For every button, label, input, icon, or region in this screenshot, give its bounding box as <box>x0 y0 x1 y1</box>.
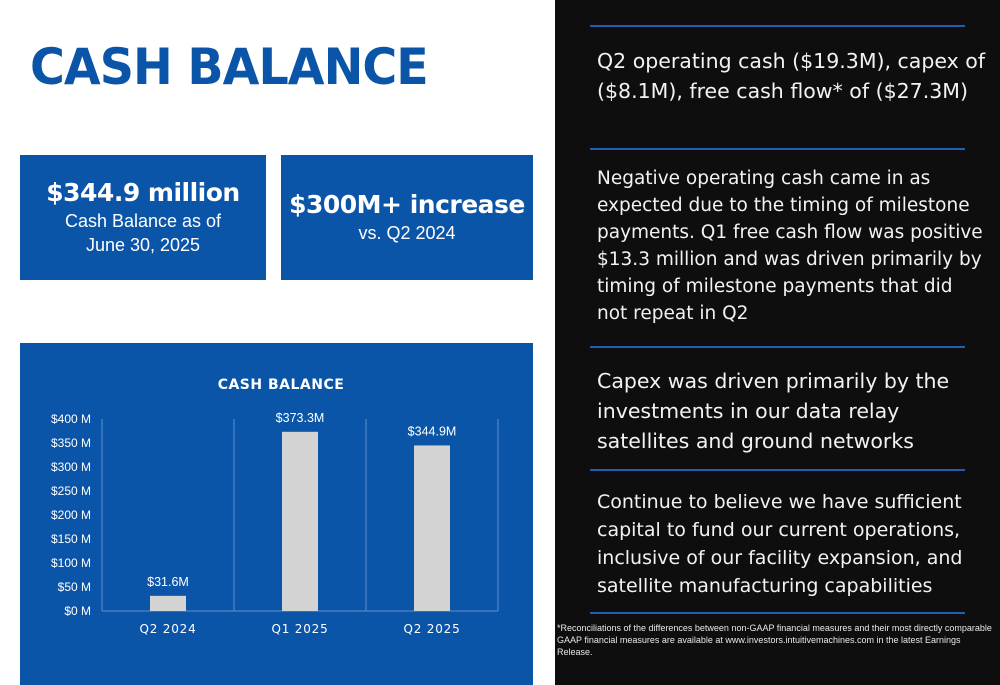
y-tick-label: $300 M <box>50 460 91 474</box>
x-category-label: Q1 2025 <box>271 622 329 636</box>
bar <box>150 596 186 611</box>
chart-title: CASH BALANCE <box>217 377 345 393</box>
cash-balance-label-line1: Cash Balance as of <box>64 211 222 232</box>
bar <box>414 445 450 611</box>
divider-5 <box>590 612 965 614</box>
divider-4 <box>590 469 965 471</box>
divider-1 <box>590 25 965 27</box>
divider-2 <box>590 148 965 150</box>
bar <box>282 432 318 611</box>
y-tick-label: $250 M <box>50 484 91 498</box>
page-title: CASH BALANCE <box>30 38 428 96</box>
y-tick-label: $200 M <box>50 508 91 522</box>
cash-balance-label-line2: June 30, 2025 <box>85 234 201 255</box>
y-tick-label: $400 M <box>50 412 91 426</box>
y-tick-label: $0 M <box>64 604 91 618</box>
footnote: *Reconciliations of the differences between non-GAAP financial measures and their most directly comparable GAAP financial measures are available at www.investors.intuitivemachines.com in the latest Earnings Release. <box>557 623 992 657</box>
bar-data-label: $31.6M <box>147 574 189 589</box>
increase-stat-card <box>281 155 533 280</box>
point-capex: Capex was driven primarily by the investments in our data relay satellites and ground networks <box>597 369 950 453</box>
cash-balance-stat-card <box>20 155 266 280</box>
point-negative-operating-cash: Negative operating cash came in as expected due to the timing of milestone payments. Q1 free cash flow was positive $13.3 million and was driven primarily by timing of milestone payments that did not repeat in Q2 <box>597 168 983 324</box>
bar-data-label: $373.3M <box>275 410 325 425</box>
x-category-label: Q2 2025 <box>403 622 461 636</box>
increase-value: $300M+ increase <box>289 189 525 219</box>
y-tick-label: $100 M <box>50 556 91 570</box>
right-panel <box>555 0 1000 685</box>
y-tick-label: $50 M <box>57 580 91 594</box>
bar-data-label: $344.9M <box>407 424 457 439</box>
increase-label: vs. Q2 2024 <box>358 222 456 243</box>
point-capital-sufficiency: Continue to believe we have sufficient capital to fund our current operations, inclusive of our facility expansion, and satellite manufacturing capabilities <box>597 491 963 597</box>
cash-balance-chart <box>20 343 533 685</box>
divider-3 <box>590 346 965 348</box>
x-category-label: Q2 2024 <box>139 622 197 636</box>
point-operating-cash: Q2 operating cash ($19.3M), capex of ($8.1M), free cash flow* of ($27.3M) <box>597 49 986 103</box>
cash-balance-chart-panel <box>20 343 533 685</box>
cash-balance-value: $344.9 million <box>46 178 240 208</box>
y-tick-label: $350 M <box>50 436 91 450</box>
y-tick-label: $150 M <box>50 532 91 546</box>
